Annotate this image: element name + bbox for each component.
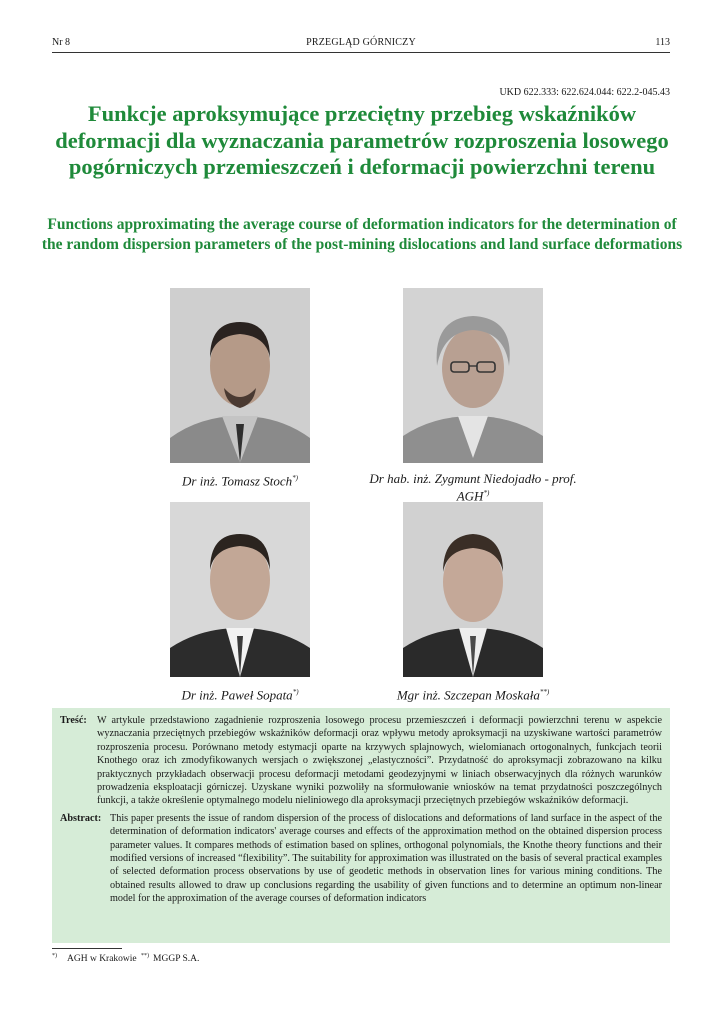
author-caption: Dr inż. Paweł Sopata*) xyxy=(181,687,299,703)
abstract-english xyxy=(60,812,662,906)
author-caption: Mgr inż. Szczepan Moskała**) xyxy=(396,687,550,703)
title-polish: Funkcje aproksymujące przeciętny przebieg wskaźników deformacji dla wyznaczania parametrów rozproszenia losowego pogórniczych przemieszczeń i deformacji powierzchni terenu xyxy=(55,101,669,179)
footnote: *) AGH w Krakowie **) MGGP S.A. xyxy=(52,953,200,965)
author-photo-stoch xyxy=(170,288,310,463)
author-photo-moskala xyxy=(403,502,543,677)
author-caption: Dr inż. Tomasz Stoch*) xyxy=(182,473,298,489)
abstract-box xyxy=(52,708,670,943)
abstract-polish-label: Treść: xyxy=(60,715,87,726)
author-photo-sopata xyxy=(170,502,310,677)
journal-name: PRZEGLĄD GÓRNICZY xyxy=(306,37,416,48)
header-rule xyxy=(52,52,670,53)
footnote-rule xyxy=(52,948,122,949)
ukd-classification: UKD 622.333: 622.624.044: 622.2-045.43 xyxy=(499,87,670,98)
abstract-english-label: Abstract: xyxy=(60,812,102,824)
running-head xyxy=(52,37,670,51)
abstract-polish-text: W artykule przedstawiono zagadnienie rozproszenia losowego procesu przemieszczeń i deformacji powierzchni terenu w aspekcie wyznaczania przeciętnych przebiegów wskaźników deformacji oraz wpływu metody aproksymacji na uzyskiwane wartości parametrów rozproszenia procesu. Porównano metody estymacji oparte na krzywych splajnowych, wielomianach ortogonalnych, funkcjach teorii Knothego oraz ich zmodyfikowanych wersjach o zwiększonej „elastyczności”. Przydatność do aproksymacji zobrazowano na kilku praktycznych przykładach obserwacji procesu deformacji metodami geodezyjnymi w liniach obserwacyjnych dla różnych warunków prowadzenia eksploatacji górniczej. Uzyskane wyniki pozwoliły na sformułowanie wniosków na temat przydatności poszczególnych funkcji, a także określenie optymalnego modelu nieliniowego dla aproksymacji przeciętnych przebiegów wskaźników deformacji. xyxy=(97,715,662,807)
abstract-english-text: This paper presents the issue of random dispersion of the process of dislocations and deformations of land surface in the aspect of the determination of deformation indicators' average courses and effects of the approximation method on the obtained dispersion process parameter values. It compares methods of estimation based on splines, orthogonal polynomials, the Knothe theory functions and their modified versions of increased “flexibility”. The suitability for approximation was illustrated on the basis of several practical examples of selected deformation process observations by use of geodetic methods in observation lines for various mining conditions. The obtained results allowed to draw up conclusions regarding the usability of given functions and to determine an optimum non-linear model for the approximation of the average courses of deformation indicators xyxy=(110,812,662,905)
title-english: Functions approximating the average course of deformation indicators for the determination of the random dispersion parameters of the post-mining dislocations and land surface deformations xyxy=(41,216,683,253)
author-caption: Dr hab. inż. Zygmunt Niedojadło - prof. AGH*) xyxy=(369,471,577,504)
issue-number: Nr 8 xyxy=(52,37,71,48)
author-photo-niedojadlo xyxy=(403,288,543,463)
abstract-polish xyxy=(60,714,662,808)
page-number: 113 xyxy=(655,37,670,48)
